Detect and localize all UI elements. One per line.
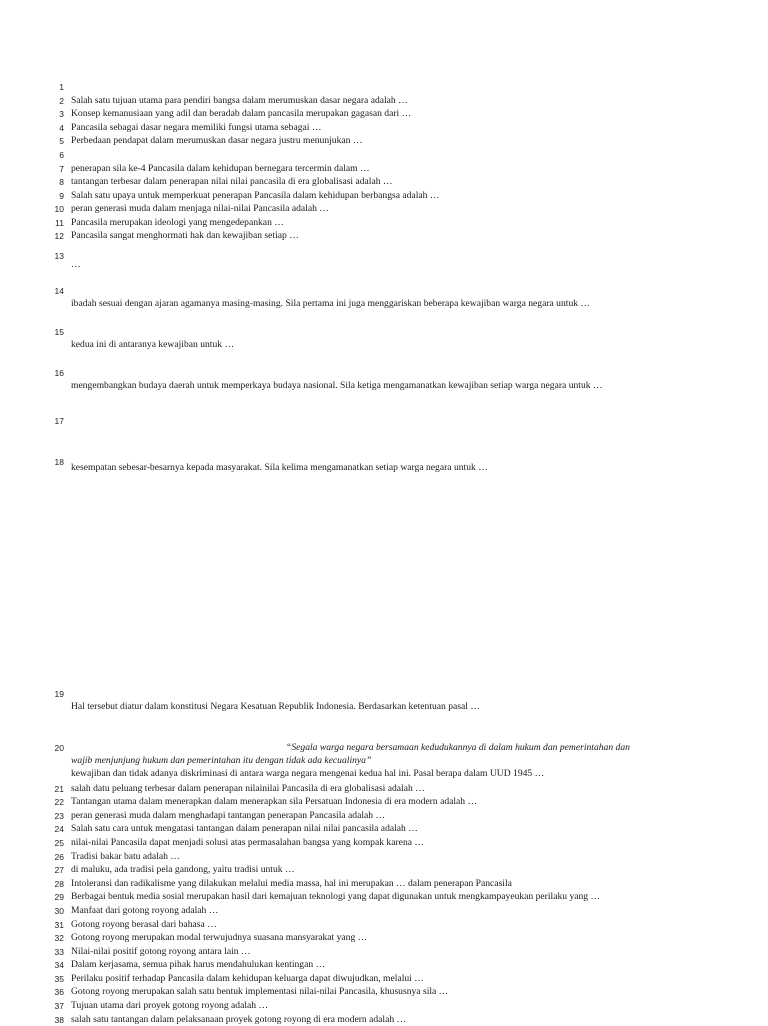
question-text: Pancasila merupakan ideologi yang mengedepankan …: [71, 217, 284, 228]
question-text: Intoleransi dan radikalisme yang dilakukan melalui media massa, hal ini merupakan … dalam penerapan Pancasila: [71, 878, 512, 889]
question-text: peran generasi muda dalam menjaga nilai-nilai Pancasila adalah …: [71, 203, 329, 214]
quote-line-1: “Segala warga negara bersamaan kedudukannya di dalam hukum dan pemerintahan dan: [286, 742, 630, 753]
question-text: Salah satu tujuan utama para pendiri bangsa dalam merumuskan dasar negara adalah …: [71, 95, 408, 106]
line-number: 24: [54, 824, 64, 834]
line-number: 28: [54, 879, 64, 889]
line-number: 6: [59, 150, 64, 160]
question-text: Gotong royong berasal dari bahasa …: [71, 919, 217, 930]
question-text: Tradisi bakar batu adalah …: [71, 851, 180, 862]
line-number: 14: [54, 286, 64, 296]
line-number: 30: [54, 906, 64, 916]
question-text: Manfaat dari gotong royong adalah …: [71, 905, 219, 916]
line-number: 32: [54, 933, 64, 943]
question-text: Konsep kemanusiaan yang adil dan beradab dalam pancasila merupakan gagasan dari …: [71, 108, 412, 119]
line-number: 34: [54, 960, 64, 970]
line-number: 38: [54, 1015, 64, 1025]
line-number: 5: [59, 136, 64, 146]
line-number: 16: [54, 368, 64, 378]
line-number: 20: [54, 743, 64, 753]
line-number: 7: [59, 164, 64, 174]
line-number: 4: [59, 123, 64, 133]
line-number: 36: [54, 987, 64, 997]
line-number: 13: [54, 251, 64, 261]
line-number: 31: [54, 920, 64, 930]
line-number: 33: [54, 947, 64, 957]
line-number: 18: [54, 457, 64, 467]
line-number: 12: [54, 231, 64, 241]
line-number: 22: [54, 797, 64, 807]
line-number: 9: [59, 191, 64, 201]
question-text: Perbedaan pendapat dalam merumuskan dasar negara justru menunjukan …: [71, 135, 363, 146]
line-number: 25: [54, 838, 64, 848]
line-number: 3: [59, 109, 64, 119]
line-number: 8: [59, 177, 64, 187]
line-number: 26: [54, 852, 64, 862]
question-text: Berbagai bentuk media sosial merupakan hasil dari kemajuan teknologi yang dapat digunakan untuk mengkampayeukan perilaku yang …: [71, 891, 601, 902]
line-number: 2: [59, 96, 64, 106]
line-number: 10: [54, 204, 64, 214]
line-number: 35: [54, 974, 64, 984]
question-text: Tantangan utama dalam menerapkan dalam menerapkan sila Persatuan Indonesia di era modern adalah …: [71, 796, 478, 807]
question-text: Salah satu upaya untuk memperkuat penerapan Pancasila dalam kehidupan berbangsa adalah …: [71, 190, 440, 201]
question-text: Dalam kerjasama, semua pihak harus mendahulukan kentingan …: [71, 959, 326, 970]
question-text: nilai-nilai Pancasila dapat menjadi solusi atas permasalahan bangsa yang kompak karena …: [71, 837, 424, 848]
line-number: 27: [54, 865, 64, 875]
question-text: salah datu peluang terbesar dalam penerapan nilainilai Pancasila di era globalisasi adalah …: [71, 783, 425, 794]
question-text: …: [71, 259, 81, 270]
question-text: penerapan sila ke-4 Pancasila dalam kehidupan bernegara tercermin dalam …: [71, 163, 370, 174]
question-text: Hal tersebut diatur dalam konstitusi Negara Kesatuan Republik Indonesia. Berdasarkan ketentuan pasal …: [71, 701, 480, 712]
line-number: 17: [54, 416, 64, 426]
line-number: 11: [55, 218, 64, 228]
question-text: tantangan terbesar dalam penerapan nilai nilai pancasila di era globalisasi adalah …: [71, 176, 393, 187]
question-text: Pancasila sangat menghormati hak dan kewajiban setiap …: [71, 230, 299, 241]
question-text: Salah satu cara untuk mengatasi tantangan dalam penerapan nilai nilai pancasila adalah …: [71, 823, 418, 834]
question-text: Tujuan utama dari proyek gotong royong adalah …: [71, 1000, 269, 1011]
question-text: Gotong royong merupakan modal terwujudnya suasana mansyarakat yang …: [71, 932, 368, 943]
question-text: Gotong royong merupakan salah satu bentuk implementasi nilai-nilai Pancasila, khususnya sila …: [71, 986, 449, 997]
line-number: 23: [54, 811, 64, 821]
line-number: 29: [54, 892, 64, 902]
question-text: Nilai-nilai positif gotong royong antara lain …: [71, 946, 251, 957]
question-text: kedua ini di antaranya kewajiban untuk …: [71, 339, 235, 350]
line-number: 37: [54, 1001, 64, 1011]
question-text: kewajiban dan tidak adanya diskriminasi di antara warga negara mengenai kedua hal ini. Pasal berapa dalam UUD 1945 …: [71, 768, 545, 779]
line-number: 1: [59, 82, 64, 92]
question-text: kesempatan sebesar-besarnya kepada masyarakat. Sila kelima mengamanatkan setiap warga negara untuk …: [71, 462, 488, 473]
quote-line-2: wajib menjunjung hukum dan pemerintahan itu dengan tidak ada kecualinya”: [71, 755, 372, 766]
question-text: mengembangkan budaya daerah untuk memperkaya budaya nasional. Sila ketiga mengamanatkan kewajiban setiap warga negara untuk …: [71, 380, 603, 391]
question-text: peran generasi muda dalam menghadapi tantangan penerapan Pancasila adalah …: [71, 810, 386, 821]
question-text: salah satu tantangan dalam pelaksanaan proyek gotong royong di era modern adalah …: [71, 1014, 407, 1025]
line-number: 19: [54, 689, 64, 699]
question-text: Pancasila sebagai dasar negara memiliki fungsi utama sebagai …: [71, 122, 322, 133]
line-number: 21: [54, 784, 64, 794]
question-text: Perilaku positif terhadap Pancasila dalam kehidupan keluarga dapat diwujudkan, melalui …: [71, 973, 424, 984]
question-text: ibadah sesuai dengan ajaran agamanya masing-masing. Sila pertama ini juga menggariskan beberapa kewajiban warga negara untuk …: [71, 298, 591, 309]
question-text: di maluku, ada tradisi pela gandong, yaitu tradisi untuk …: [71, 864, 295, 875]
line-number: 15: [54, 327, 64, 337]
